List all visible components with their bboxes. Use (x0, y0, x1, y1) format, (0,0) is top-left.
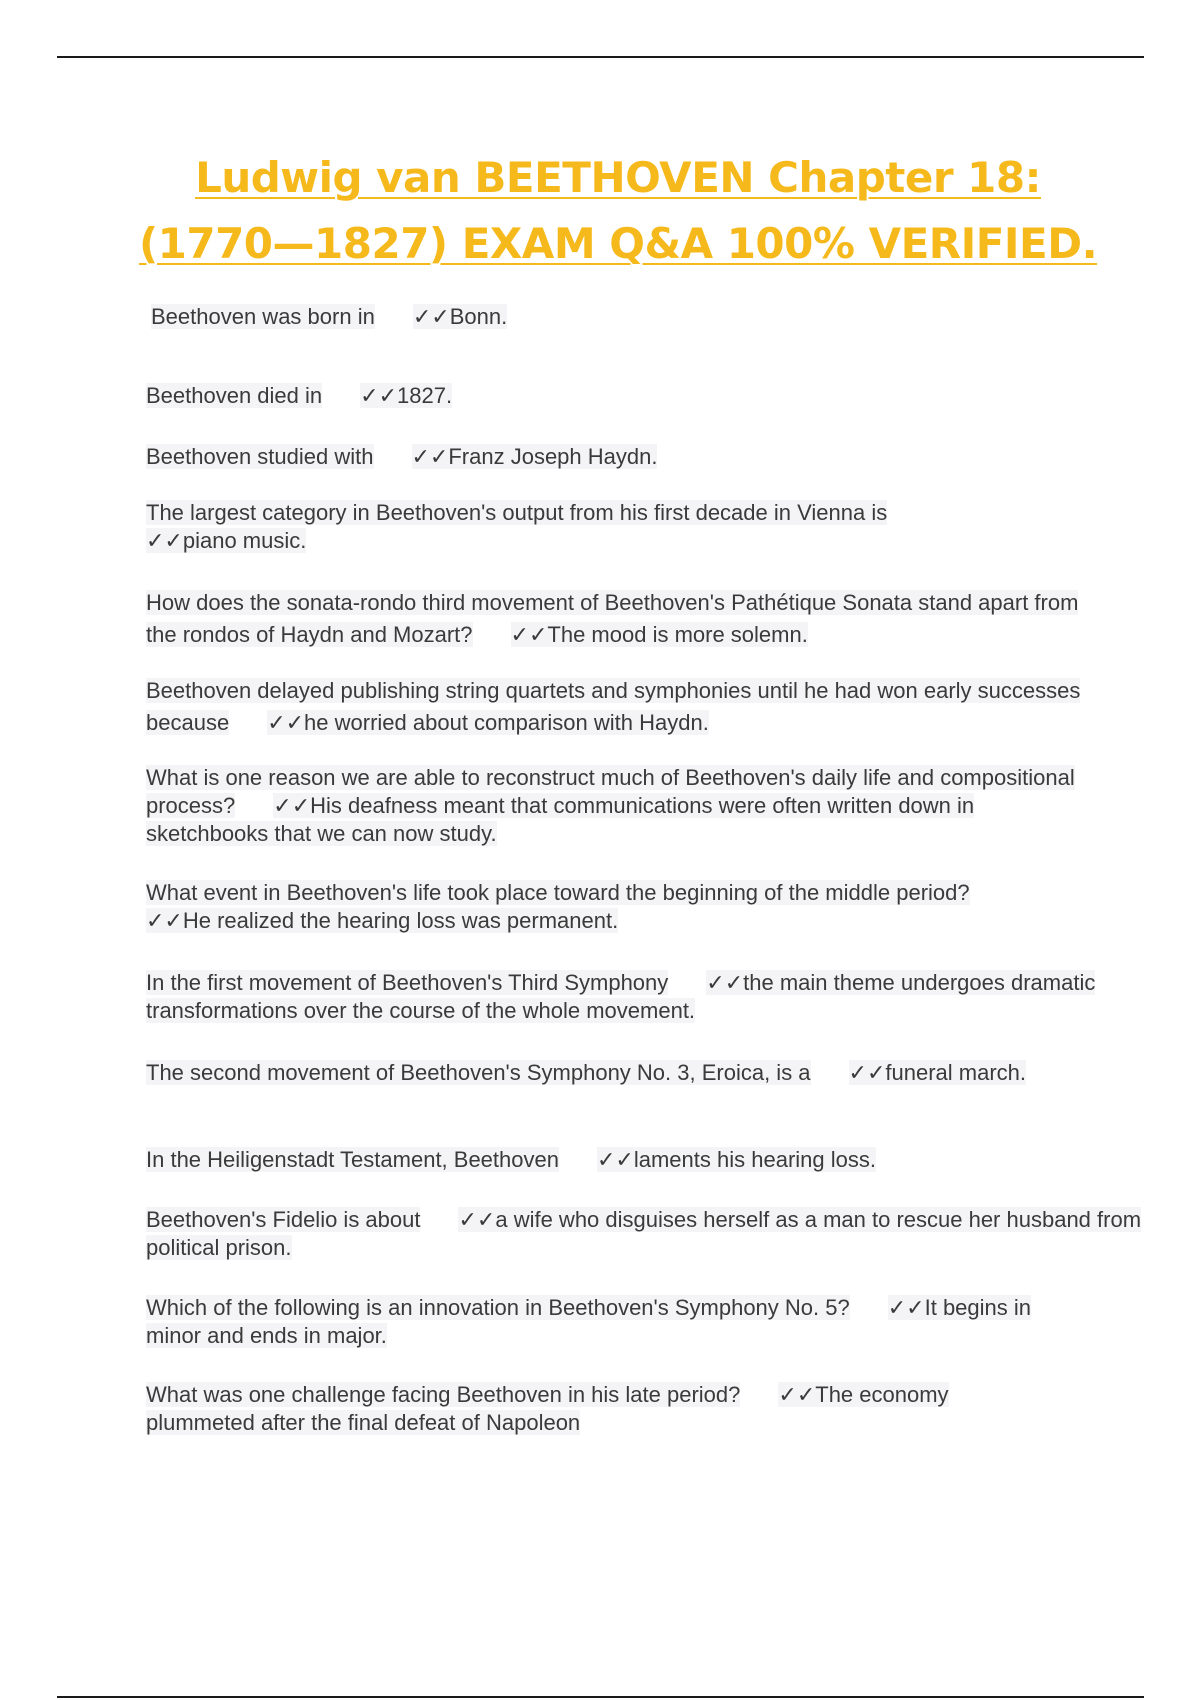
question: In the Heiligenstadt Testament, Beethoven (146, 1147, 559, 1172)
answer: ✓✓a wife who disguises herself as a man to rescue her husband from political prison. (146, 1207, 1142, 1260)
question: Beethoven's Fidelio is about (146, 1207, 421, 1232)
title-line-2: (1770—1827) EXAM Q&A 100% VERIFIED. (138, 219, 1098, 268)
answer: ✓✓funeral march. (848, 1060, 1027, 1085)
question: Beethoven delayed publishing string quartets and symphonies until he had won early successes because (146, 678, 1081, 735)
question: What event in Beethoven's life took place toward the beginning of the middle period? (146, 880, 970, 905)
qa-item-3 (146, 443, 1096, 471)
bottom-rule (57, 1696, 1144, 1698)
question: What was one challenge facing Beethoven in his late period? (146, 1382, 741, 1407)
question: How does the sonata-rondo third movement of Beethoven's Pathétique Sonata stand apart from the rondos of Haydn and Mozart? (146, 590, 1079, 647)
qa-item-6 (146, 675, 1096, 739)
question: Beethoven was born in (151, 304, 375, 329)
answer: ✓✓laments his hearing loss. (596, 1147, 876, 1172)
qa-item-8 (146, 879, 1096, 935)
answer: ✓✓piano music. (146, 528, 307, 553)
qa-item-9 (146, 969, 1146, 1025)
question: What is one reason we are able to reconstruct much of Beethoven's daily life and compositional process? (146, 765, 1075, 818)
document-title (0, 145, 1200, 277)
answer: ✓✓It begins in minor and ends in major. (146, 1295, 1032, 1348)
answer: ✓✓He realized the hearing loss was permanent. (146, 908, 619, 933)
answer: ✓✓he worried about comparison with Haydn. (267, 710, 709, 735)
top-rule (57, 56, 1144, 58)
qa-item-7 (146, 764, 1081, 848)
answer: ✓✓His deafness meant that communications were often written down in sketchbooks that we can now study. (146, 793, 975, 846)
qa-item-5 (146, 587, 1096, 651)
question: Which of the following is an innovation in Beethoven's Symphony No. 5? (146, 1295, 850, 1320)
qa-item-14 (146, 1381, 1046, 1437)
question: Beethoven died in (146, 383, 323, 408)
answer: ✓✓the main theme undergoes dramatic transformations over the course of the whole movement. (146, 970, 1096, 1023)
qa-item-1 (151, 303, 1101, 331)
question: The largest category in Beethoven's output from his first decade in Vienna is (146, 500, 888, 525)
qa-item-12 (146, 1206, 1146, 1262)
qa-item-13 (146, 1294, 1036, 1350)
answer: ✓✓The mood is more solemn. (510, 622, 808, 647)
answer: ✓✓The economy plummeted after the final defeat of Napoleon (146, 1382, 949, 1435)
question: In the first movement of Beethoven's Third Symphony (146, 970, 669, 995)
question: Beethoven studied with (146, 444, 374, 469)
answer: ✓✓Bonn. (412, 304, 508, 329)
answer: ✓✓1827. (360, 383, 453, 408)
qa-item-4 (146, 499, 1026, 555)
answer: ✓✓Franz Joseph Haydn. (411, 444, 658, 469)
qa-item-10 (146, 1059, 1046, 1087)
question: The second movement of Beethoven's Symphony No. 3, Eroica, is a (146, 1060, 811, 1085)
qa-item-11 (146, 1146, 1096, 1174)
title-line-1: Ludwig van BEETHOVEN Chapter 18: (195, 153, 1041, 202)
qa-item-2 (146, 382, 1096, 410)
